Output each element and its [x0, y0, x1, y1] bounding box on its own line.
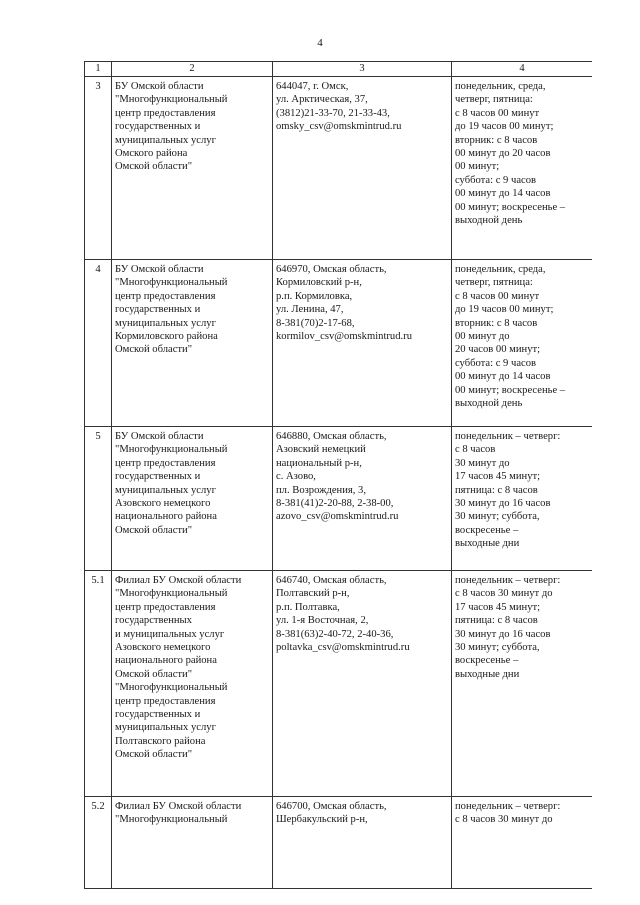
name-line: БУ Омской области: [115, 431, 204, 442]
working-hours-cell: [452, 571, 593, 797]
address-line: пл. Возрождения, 3,: [276, 484, 366, 496]
hours-line: 00 минут;: [455, 161, 500, 173]
hours-line: четверг, пятница:: [455, 277, 533, 289]
name-line: Омской области": [115, 161, 193, 173]
address-line: 8-381(63)2-40-72, 2-40-36,: [276, 628, 394, 640]
address-line: azovo_csv@omskmintrud.ru: [276, 511, 399, 523]
hours-line: 30 минут до 16 часов: [455, 498, 551, 510]
name-line: центр предоставления: [115, 601, 216, 613]
name-line: "Многофункциональный: [115, 682, 228, 694]
name-line: Филиал БУ Омской области: [115, 575, 242, 586]
address-line: 8-381(41)2-20-88, 2-38-00,: [276, 498, 394, 510]
institution-name-cell: [112, 427, 273, 571]
working-hours-cell: [452, 797, 593, 889]
header-cell-3: 3: [273, 62, 452, 77]
name-line: "Многофункциональный: [115, 94, 228, 106]
row-number-cell: 5.1: [85, 571, 112, 797]
hours-line: с 8 часов 00 минут: [455, 107, 540, 119]
name-line: Филиал БУ Омской области: [115, 801, 242, 812]
name-line: национального района: [115, 655, 217, 667]
address-line: 646970, Омская область,: [276, 264, 387, 275]
hours-line: 00 минут до 14 часов: [455, 188, 551, 200]
name-line: государственных и: [115, 709, 201, 721]
address-line: kormilov_csv@omskmintrud.ru: [276, 331, 412, 343]
name-line: БУ Омской области: [115, 264, 204, 275]
name-line: государственных: [115, 615, 192, 627]
hours-line: с 8 часов 00 минут: [455, 290, 540, 302]
institution-name-cell: [112, 571, 273, 797]
address-contacts-cell: [273, 427, 452, 571]
hours-line: вторник: с 8 часов: [455, 134, 538, 146]
address-contacts-cell: [273, 571, 452, 797]
hours-line: 20 часов 00 минут;: [455, 344, 541, 356]
header-cell-1: 1: [85, 62, 112, 77]
hours-line: понедельник – четверг:: [455, 801, 561, 812]
name-line: "Многофункциональный: [115, 814, 228, 826]
working-hours-cell: [452, 77, 593, 260]
header-cell-4: 4: [452, 62, 593, 77]
name-line: Омской области": [115, 668, 193, 680]
name-line: Кормиловского района: [115, 331, 218, 343]
hours-line: с 8 часов 30 минут до: [455, 814, 553, 826]
name-line: "Многофункциональный: [115, 444, 228, 456]
working-hours-cell: [452, 260, 593, 427]
row-number-cell: 3: [85, 77, 112, 260]
address-line: omsky_csv@omskmintrud.ru: [276, 121, 402, 133]
address-line: 646700, Омская область,: [276, 801, 387, 812]
hours-line: 00 минут до 14 часов: [455, 371, 551, 383]
table-row: [85, 797, 593, 889]
hours-line: 00 минут; воскресенье –: [455, 384, 566, 396]
hours-line: выходные дни: [455, 538, 520, 550]
name-line: муниципальных услуг: [115, 317, 216, 329]
name-line: "Многофункциональный: [115, 588, 228, 600]
name-line: государственных и: [115, 471, 201, 483]
address-line: с. Азово,: [276, 471, 316, 483]
header-cell-2: 2: [112, 62, 273, 77]
name-line: Омской области": [115, 749, 193, 761]
hours-line: 00 минут до: [455, 331, 510, 343]
address-line: Азовский немецкий: [276, 444, 366, 456]
table-row: [85, 571, 593, 797]
row-number-cell: 5: [85, 427, 112, 571]
hours-line: понедельник – четверг:: [455, 575, 561, 586]
name-line: национального района: [115, 511, 217, 523]
address-line: poltavka_csv@omskmintrud.ru: [276, 642, 410, 654]
hours-line: воскресенье –: [455, 524, 519, 536]
address-line: (3812)21-33-70, 21-33-43,: [276, 107, 390, 119]
name-line: центр предоставления: [115, 695, 216, 707]
name-line: центр предоставления: [115, 457, 216, 469]
hours-line: суббота: с 9 часов: [455, 357, 537, 369]
hours-line: с 8 часов: [455, 444, 496, 456]
address-line: 646880, Омская область,: [276, 431, 387, 442]
hours-line: пятница: с 8 часов: [455, 484, 538, 496]
hours-line: выходные дни: [455, 668, 520, 680]
address-line: р.п. Кормиловка,: [276, 290, 353, 302]
address-line: ул. Ленина, 47,: [276, 304, 344, 316]
hours-line: 00 минут до 20 часов: [455, 148, 551, 160]
address-line: 646740, Омская область,: [276, 575, 387, 586]
name-line: "Многофункциональный: [115, 277, 228, 289]
name-line: муниципальных услуг: [115, 134, 216, 146]
institution-name-cell: [112, 260, 273, 427]
hours-line: 17 часов 45 минут;: [455, 471, 541, 483]
address-line: ул. 1-я Восточная, 2,: [276, 615, 369, 627]
address-line: 644047, г. Омск,: [276, 81, 349, 92]
name-line: государственных и: [115, 304, 201, 316]
institutions-table-container: [84, 61, 592, 905]
hours-line: четверг, пятница:: [455, 94, 533, 106]
address-line: Кормиловский р-н,: [276, 277, 362, 289]
hours-line: пятница: с 8 часов: [455, 615, 538, 627]
table-row: [85, 77, 593, 260]
hours-line: вторник: с 8 часов: [455, 317, 538, 329]
hours-line: до 19 часов 00 минут;: [455, 304, 554, 316]
name-line: муниципальных услуг: [115, 722, 216, 734]
hours-line: 00 минут; воскресенье –: [455, 201, 566, 213]
address-line: ул. Арктическая, 37,: [276, 94, 368, 106]
working-hours-cell: [452, 427, 593, 571]
name-line: Омского района: [115, 148, 188, 160]
name-line: муниципальных услуг: [115, 484, 216, 496]
address-line: национальный р-н,: [276, 457, 362, 469]
hours-line: суббота: с 9 часов: [455, 174, 537, 186]
address-line: Полтавский р-н,: [276, 588, 350, 600]
table-header-row: [85, 62, 593, 77]
table-row: [85, 427, 593, 571]
name-line: и муниципальных услуг: [115, 628, 225, 640]
hours-line: 30 минут до 16 часов: [455, 628, 551, 640]
hours-line: с 8 часов 30 минут до: [455, 588, 553, 600]
hours-line: до 19 часов 00 минут;: [455, 121, 554, 133]
institution-name-cell: [112, 797, 273, 889]
institutions-table: [84, 61, 592, 889]
hours-line: 30 минут до: [455, 457, 510, 469]
institution-name-cell: [112, 77, 273, 260]
hours-line: понедельник, среда,: [455, 264, 546, 275]
address-line: р.п. Полтавка,: [276, 601, 340, 613]
name-line: Полтавского района: [115, 735, 206, 747]
row-number-cell: 5.2: [85, 797, 112, 889]
hours-line: 30 минут; суббота,: [455, 511, 540, 523]
name-line: БУ Омской области: [115, 81, 204, 92]
hours-line: выходной день: [455, 215, 523, 227]
hours-line: 17 часов 45 минут;: [455, 601, 541, 613]
address-line: 8-381(70)2-17-68,: [276, 317, 355, 329]
name-line: Азовского немецкого: [115, 642, 211, 654]
name-line: государственных и: [115, 121, 201, 133]
address-contacts-cell: [273, 260, 452, 427]
name-line: Омской области": [115, 524, 193, 536]
hours-line: выходной день: [455, 398, 523, 410]
hours-line: воскресенье –: [455, 655, 519, 667]
hours-line: 30 минут; суббота,: [455, 642, 540, 654]
hours-line: понедельник, среда,: [455, 81, 546, 92]
table-row: [85, 260, 593, 427]
name-line: Азовского немецкого: [115, 498, 211, 510]
row-number-cell: 4: [85, 260, 112, 427]
address-line: Шербакульский р-н,: [276, 814, 368, 826]
name-line: центр предоставления: [115, 290, 216, 302]
name-line: Омской области": [115, 344, 193, 356]
hours-line: понедельник – четверг:: [455, 431, 561, 442]
name-line: центр предоставления: [115, 107, 216, 119]
address-contacts-cell: [273, 797, 452, 889]
page-number: 4: [317, 37, 323, 49]
address-contacts-cell: [273, 77, 452, 260]
